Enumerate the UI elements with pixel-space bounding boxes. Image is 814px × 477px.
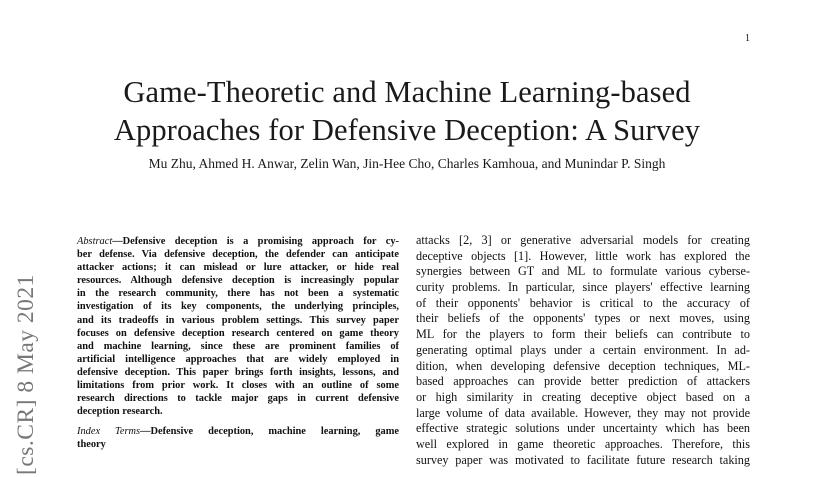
body-line: curity problems. In particular, since players' effective learning bbox=[416, 280, 750, 295]
abstract-line: resources. Although defensive deception is increasingly popular bbox=[77, 275, 399, 287]
body-line: deceptive objects [1]. However, little work has explored the bbox=[416, 248, 750, 263]
abstract-line: artificial intelligence approaches that are widely employed in bbox=[77, 353, 399, 365]
abstract-line: focuses on defensive deception research centered on game theory bbox=[77, 327, 399, 339]
abstract-line: and its tradeoffs in various problem settings. This survey paper bbox=[77, 314, 399, 326]
abstract-line: Abstract—Defensive deception is a promising approach for cy- bbox=[77, 236, 399, 247]
body-line: survey paper was motivated to facilitate future research taking bbox=[416, 452, 750, 467]
body-line: or high similarity in creating deceptive object based on a bbox=[416, 389, 750, 404]
abstract-line: investigation of its key components, the underlying principles, bbox=[77, 301, 399, 313]
body-line: effective strategic solutions under uncertainty which has been bbox=[416, 421, 750, 436]
abstract-line: defensive deception. This paper brings forth insights, lessons, and bbox=[77, 366, 399, 378]
page-number: 1 bbox=[745, 33, 750, 44]
arxiv-stamp: [cs.CR] 8 May 2021 bbox=[13, 274, 39, 475]
abstract-line: research directions to tackle major gaps in current defensive bbox=[77, 393, 399, 405]
abstract bbox=[77, 235, 399, 418]
body-line: ML for the players to form their beliefs can contribute to bbox=[416, 327, 750, 342]
abstract-label: Abstract bbox=[77, 236, 113, 247]
abstract-line: ber defense. Via defensive deception, the defender can anticipate bbox=[77, 249, 399, 261]
body-line: generating optimal plays under a certain environment. In ad- bbox=[416, 342, 750, 357]
abstract-line: in the research community, there has not been a systematic bbox=[77, 288, 399, 300]
abstract-line: limitations from prior work. It closes with an outline of some bbox=[77, 380, 399, 392]
paper-title-line-2: Approaches for Defensive Deception: A Survey bbox=[113, 113, 701, 147]
index-terms-line: theory bbox=[77, 439, 106, 451]
body-line: attacks [2, 3] or generative adversarial models for creating bbox=[416, 233, 750, 247]
body-line: synergies between GT and ML to formulate various cyberse- bbox=[416, 264, 750, 279]
abstract-line: attacker actions; it can mislead or lure attacker, or hide real bbox=[77, 262, 399, 274]
abstract-line: and machine learning, since these are prominent families of bbox=[77, 340, 399, 352]
body-line: based approaches can provide better prediction of attackers bbox=[416, 374, 750, 389]
index-terms-label: Index Terms bbox=[77, 426, 141, 438]
body-column bbox=[416, 233, 750, 468]
body-line: of their opponents' behavior is critical to the accuracy of bbox=[416, 295, 750, 310]
abstract-line: deception research. bbox=[77, 406, 163, 418]
body-line: their beliefs of the opponents' types or next moves, using bbox=[416, 311, 750, 326]
author-list: Mu Zhu, Ahmed H. Anwar, Zelin Wan, Jin-Hee Cho, Charles Kamhoua, and Munindar P. Singh bbox=[148, 156, 666, 171]
index-terms-line: Index Terms—Defensive deception, machine learning, game bbox=[77, 426, 399, 438]
body-line: large volume of data available. However, they may not provide bbox=[416, 405, 750, 420]
body-line: dition, when developing defensive deception techniques, ML- bbox=[416, 358, 750, 373]
abstract-column bbox=[77, 235, 399, 452]
index-terms bbox=[77, 425, 399, 451]
body-line: well explored in game theoretic approaches. Therefore, this bbox=[416, 436, 750, 451]
paper-title-line-1: Game-Theoretic and Machine Learning-based bbox=[123, 75, 691, 109]
